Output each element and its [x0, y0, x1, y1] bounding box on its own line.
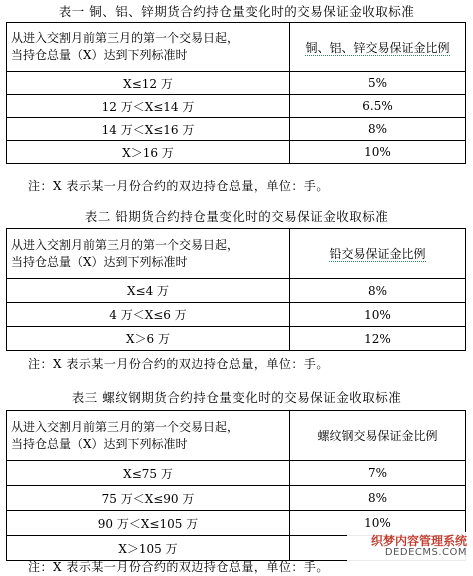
table2-row1-ratio: 8%: [290, 279, 466, 303]
table-row: [7, 279, 466, 303]
watermark: [347, 532, 469, 562]
table3-header-line1: 从进入交割月前第三月的第一个交易日起，: [11, 419, 240, 434]
table1-row4-ratio: 10%: [290, 141, 466, 164]
table-row: [7, 486, 466, 511]
table2-header-line2: 当持仓总量（X）达到下列标准时: [11, 254, 188, 269]
table1: [6, 22, 466, 164]
table2-row1-condition: X≤4 万: [7, 279, 290, 303]
table3-header-condition: [7, 411, 290, 461]
table-row: [7, 141, 466, 164]
table3-row2-ratio: 8%: [290, 486, 466, 511]
table2-note: 注：X 表示某一月份合约的双边持仓总量，单位：手。: [28, 357, 329, 371]
table-row: [7, 118, 466, 141]
table1-row2-ratio: 6.5%: [290, 95, 466, 118]
table2-header-ratio-text: 铅交易保证金比例: [329, 247, 426, 261]
table3-header-ratio-text: 螺纹钢交易保证金比例: [317, 429, 438, 443]
table2-header-ratio: [290, 229, 466, 279]
table3-header-ratio: [290, 411, 466, 461]
table1-row4-condition: X＞16 万: [7, 141, 290, 164]
table3-row3-condition: 90 万＜X≤105 万: [7, 511, 290, 536]
watermark-line1: 织梦内容管理系统: [370, 534, 467, 548]
table3-row2-condition: 75 万＜X≤90 万: [7, 486, 290, 511]
table1-header-condition: [7, 23, 290, 72]
table-row: [7, 303, 466, 327]
table2-row3-condition: X＞6 万: [7, 327, 290, 351]
table1-header-line1: 从进入交割月前第三月的第一个交易日起，: [11, 31, 240, 45]
table1-header-row: [7, 23, 466, 72]
table3-header-row: [7, 411, 466, 461]
table1-title: 表一 铜、铝、锌期货合约持仓量变化时的交易保证金收取标准: [58, 4, 415, 19]
table3-row1-condition: X≤75 万: [7, 461, 290, 486]
table1-row3-ratio: 8%: [290, 118, 466, 141]
table2-title: 表二 铅期货合约持仓量变化时的交易保证金收取标准: [84, 209, 389, 224]
table1-row1-ratio: 5%: [290, 72, 466, 95]
table2-header-condition: [7, 229, 290, 279]
table2-row2-ratio: 10%: [290, 303, 466, 327]
table-row: [7, 327, 466, 351]
table3-title: 表三 螺纹钢期货合约持仓量变化时的交易保证金收取标准: [71, 390, 402, 405]
table3-row4-condition: X＞105 万: [7, 536, 290, 561]
table-row: [7, 461, 466, 486]
table-row: [7, 95, 466, 118]
table2: [6, 228, 466, 351]
table3-note: 注：X 表示某一月份合约的双边持仓总量，单位：手。: [28, 560, 329, 574]
table1-row1-condition: X≤12 万: [7, 72, 290, 95]
table1-row2-condition: 12 万＜X≤14 万: [7, 95, 290, 118]
table1-header-ratio: [290, 23, 466, 72]
table2-header-row: [7, 229, 466, 279]
table2-row3-ratio: 12%: [290, 327, 466, 351]
table2-header-line1: 从进入交割月前第三月的第一个交易日起，: [11, 237, 240, 252]
table1-row3-condition: 14 万＜X≤16 万: [7, 118, 290, 141]
table-row: [7, 72, 466, 95]
table3-row3-ratio: 10%: [290, 511, 466, 536]
table1-note: 注：X 表示某一月份合约的双边持仓总量，单位：手。: [28, 179, 329, 193]
table2-row2-condition: 4 万＜X≤6 万: [7, 303, 290, 327]
table3-row1-ratio: 7%: [290, 461, 466, 486]
table3-header-line2: 当持仓总量（X）达到下列标准时: [11, 436, 188, 451]
table1-header-line2: 当持仓总量（X）达到下列标准时: [11, 48, 188, 62]
watermark-line2: DEDECMS.COM: [384, 547, 467, 558]
table1-header-ratio-text: 铜、铝、锌交易保证金比例: [305, 40, 450, 55]
